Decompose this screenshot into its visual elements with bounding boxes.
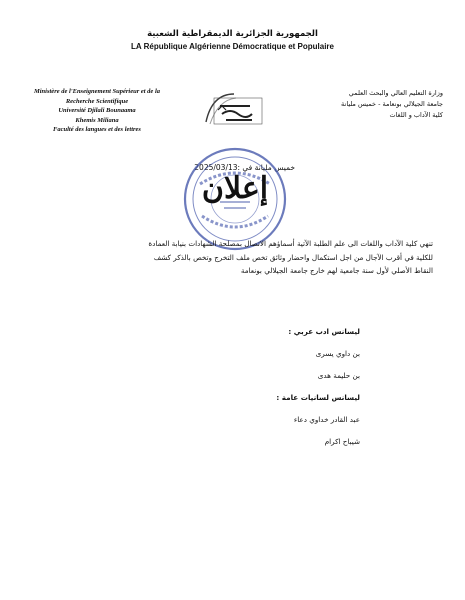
ministry-block-french [22, 87, 172, 135]
ministry-block-arabic [303, 88, 443, 121]
body-line: للكلية في أقرب الآجال من اجل استكمال واحضار وثائق تخص ملف التخرج وتخص بالذكر كشف [153, 252, 433, 262]
date-line: خميس مليانة في :2025/03/13 [194, 163, 295, 172]
student-name: بن داوي يسرى [315, 349, 360, 358]
faculty-line-ar: كلية الآداب و اللغات [389, 111, 443, 119]
state-name-arabic: الجمهورية الجزائرية الديمقراطية الشعبية [147, 29, 318, 39]
announcement-title: إعلان [201, 171, 269, 206]
ministry-line: Ministère de l'Enseignement Supérieur et de la [33, 88, 161, 95]
section-heading-arabic-literature: ليسانس ادب عربي : [288, 327, 360, 336]
faculty-line: Faculté des langues et des lettres [53, 126, 141, 133]
announcement-body [20, 237, 433, 278]
ministry-line: Recherche Scientifique [65, 97, 129, 105]
university-line: Université Djilali Bounaama [58, 107, 136, 114]
city-line: Khemis Miliana [75, 116, 119, 124]
section-heading-general-linguistics: ليسانس لسانيات عامة : [276, 393, 360, 402]
student-name: شيباح اكرام [324, 437, 360, 446]
ministry-line-ar: وزارة التعليم العالي والبحث العلمي [348, 89, 443, 97]
student-name: عبد القادر خداوي دعاء [293, 415, 360, 424]
student-name: بن حليمة هدى [317, 371, 360, 380]
body-line: النقاط الأصلي لأول سنة جامعية لهم خارج جامعة الجيلالي بونعامة [240, 266, 433, 275]
university-line-ar: جامعة الجيلالي بونعامة - خميس مليانة [341, 100, 443, 108]
body-line: تنهي كلية الآداب واللغات الى علم الطلبة الآتية أسماؤهم الاتصال بمصلحة الشهادات بنيابة العمادة [148, 239, 433, 248]
university-logo [200, 88, 270, 130]
state-name-french: LA République Algérienne Démocratique et Populaire [131, 42, 334, 51]
